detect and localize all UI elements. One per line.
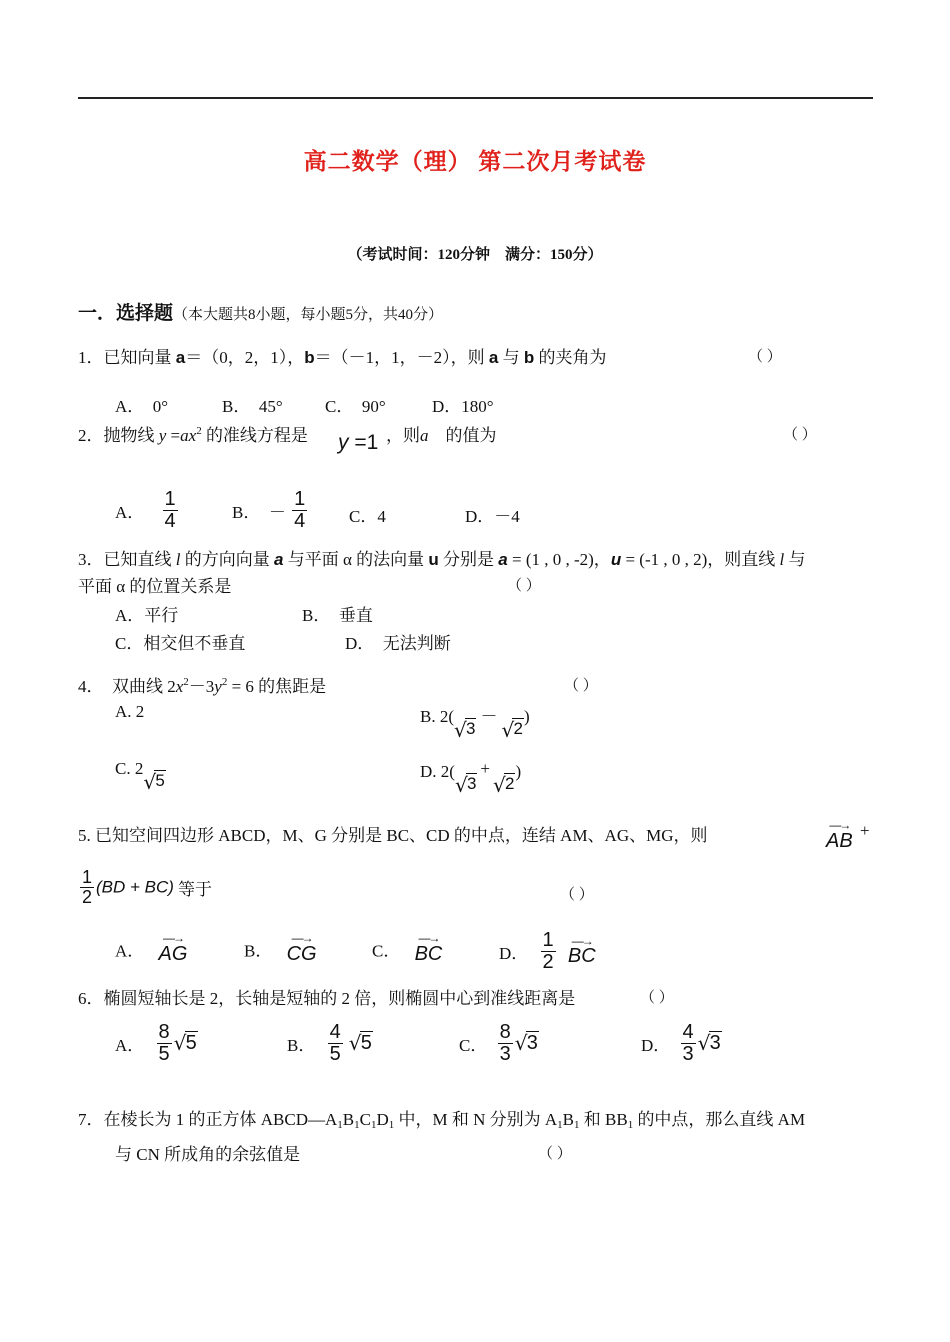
var-l: l xyxy=(175,550,181,569)
var-ax: ax xyxy=(180,426,197,445)
var-y: y xyxy=(338,431,349,454)
q4-option-d xyxy=(420,759,522,793)
option-label: C． xyxy=(372,941,401,961)
q3-text: 3．已知直线 xyxy=(78,550,176,569)
q2-text: 的值为 xyxy=(428,426,497,445)
vector-u: u xyxy=(428,550,439,569)
q7-text: 的中点，那么直线 AM xyxy=(633,1110,806,1129)
q4-text: 4． 双曲线 2 xyxy=(78,677,176,696)
q1-option-b: B． 45° xyxy=(222,397,283,416)
vector: —→ CG xyxy=(286,931,317,965)
q1-text: ＝（－1，1，－2），则 xyxy=(314,348,489,367)
option-label: A． xyxy=(115,503,145,522)
q7-text: 和 BB xyxy=(579,1110,628,1129)
q1-text: 的夹角为 xyxy=(534,348,607,367)
q1-option-c: C． 90° xyxy=(325,397,386,416)
q6-option-c xyxy=(459,1022,539,1065)
q3-option-a: A．平行 xyxy=(115,606,179,625)
vector-a: a xyxy=(488,348,499,367)
option-label: ) xyxy=(515,762,522,781)
q4-option-c xyxy=(115,759,166,790)
fraction: $\frac{1}{4}$ xyxy=(294,488,306,532)
subscript: 1 xyxy=(627,1119,634,1131)
vector: —→ BC xyxy=(414,931,443,965)
q3-option-d: D． 无法判断 xyxy=(345,634,451,653)
q1-answer-paren: （ ） xyxy=(748,349,782,365)
q5-option-b xyxy=(244,931,317,965)
plus-sign: + xyxy=(860,821,870,840)
vector-a: a xyxy=(498,550,508,569)
q3-option-c: C．相交但不垂直 xyxy=(115,634,246,653)
q3-text: 与平面 α 的法向量 xyxy=(283,550,429,569)
question-2 xyxy=(78,421,308,446)
q6-option-b xyxy=(287,1022,373,1065)
var-a: a xyxy=(420,426,429,445)
fraction-half: $\frac{1}{2}$ xyxy=(542,929,554,973)
directrix-value: =1 xyxy=(348,431,379,454)
vector-b: b xyxy=(304,348,315,367)
q2-option-d: D．－4 xyxy=(465,507,520,526)
var-x: x xyxy=(175,677,184,696)
q4-option-b xyxy=(420,702,530,738)
option-label: B. 2( xyxy=(420,707,454,726)
q4-option-a: A. 2 xyxy=(115,702,145,721)
sqrt: √ 5 xyxy=(349,1032,373,1055)
exponent: 2 xyxy=(196,425,202,437)
q7-text: D xyxy=(376,1110,389,1129)
directrix-equation xyxy=(338,431,378,455)
section-note: （本大题共8小题，每小题5分，共40分） xyxy=(173,307,444,323)
q3-answer-paren: （ ） xyxy=(507,578,541,594)
exam-title: 高二数学（理） 第二次月考试卷 xyxy=(303,149,647,174)
q3-text: = (-1 , 0 , 2)，则直线 xyxy=(621,550,780,569)
option-label: B． － xyxy=(232,503,286,522)
q7-text: B xyxy=(562,1110,574,1129)
exponent: 2 xyxy=(221,676,228,688)
q4-text: －3 xyxy=(188,677,215,696)
question-3 xyxy=(78,545,806,570)
q2-text: 2．抛物线 xyxy=(78,426,159,445)
subscript: 1 xyxy=(354,1119,360,1131)
question-4 xyxy=(78,672,326,697)
vector-u: u xyxy=(610,550,622,569)
q6-option-d xyxy=(641,1022,722,1065)
subscript: 1 xyxy=(388,1119,395,1131)
operator: + xyxy=(480,759,491,778)
q1-text: ＝（0，2，1）， xyxy=(185,348,305,367)
section-title: 一．选择题 xyxy=(78,303,174,324)
q1-text: 1．已知向量 xyxy=(78,348,176,367)
q2-text: 的准线方程是 xyxy=(201,426,308,445)
exam-subtitle: （考试时间：120分钟 满分：150分） xyxy=(347,247,603,263)
q1-option-d: D．180° xyxy=(432,397,494,416)
question-5: 5. 已知空间四边形 ABCD，M、G 分别是 BC、CD 的中点，连结 AM、AG、MG，则 xyxy=(78,826,708,845)
question-1 xyxy=(78,343,606,368)
subscript: 1 xyxy=(370,1119,377,1131)
q5-option-d xyxy=(499,930,596,973)
option-label: ) xyxy=(523,707,530,726)
option-label: A． xyxy=(115,941,145,961)
section-heading xyxy=(78,298,443,325)
q3-option-b: B． 垂直 xyxy=(302,606,373,625)
q5-option-c xyxy=(372,931,443,965)
fraction: $\frac{1}{4}$ xyxy=(164,488,176,532)
q7-answer-paren: （ ） xyxy=(538,1146,572,1162)
q2-text: = xyxy=(166,426,181,445)
q2-option-b xyxy=(232,489,309,532)
vector-b: b xyxy=(523,348,535,367)
q3-line-2: 平面 α 的位置关系是 xyxy=(78,577,232,596)
sqrt: √ 2 xyxy=(501,719,523,739)
subscript: 1 xyxy=(574,1119,580,1131)
q5-expression xyxy=(78,868,212,907)
vector: —→ AG xyxy=(158,931,188,965)
q6-option-a xyxy=(115,1022,198,1065)
sqrt: √ 3 xyxy=(455,774,477,794)
var-l: l xyxy=(779,550,785,569)
vector-a: a xyxy=(273,550,284,569)
subscript: 1 xyxy=(337,1119,343,1131)
q7-text: 7．在棱长为 1 的正方体 ABCD—A xyxy=(78,1110,338,1129)
q1-option-a: A． 0° xyxy=(115,397,169,416)
fraction: $\frac{4}{3}$ xyxy=(682,1021,694,1065)
sqrt: √ 3 xyxy=(698,1032,722,1055)
sqrt: √ 5 xyxy=(174,1032,198,1055)
q5-option-a xyxy=(115,931,188,965)
fraction-half: $\frac{1}{2}$ xyxy=(82,867,93,907)
q7-text: C xyxy=(359,1110,371,1129)
option-label: B． xyxy=(244,941,273,961)
fraction: $\frac{8}{5}$ xyxy=(158,1021,170,1065)
option-label: B． xyxy=(287,1036,316,1055)
q2-text: ，则 xyxy=(386,426,420,445)
q3-text: = (1 , 0 , -2)， xyxy=(507,550,611,569)
vector: —→ BC xyxy=(567,933,596,968)
vector-a: a xyxy=(175,348,186,367)
q7-text: 中，M 和 N 分别为 A xyxy=(394,1110,558,1129)
exponent: 2 xyxy=(183,676,189,688)
q7-line-2: 与 CN 所成角的余弦值是 xyxy=(115,1145,301,1164)
fraction: $\frac{4}{5}$ xyxy=(329,1021,341,1065)
q6-answer-paren: （ ） xyxy=(640,990,674,1006)
vector-ab xyxy=(826,818,853,852)
q5-text: 等于 xyxy=(177,879,212,899)
q3-text: 与 xyxy=(784,550,806,569)
option-label: D． xyxy=(641,1036,671,1055)
q2-option-a xyxy=(115,489,180,532)
q2-option-c: C．4 xyxy=(349,507,386,526)
option-label: D． xyxy=(499,944,529,963)
sqrt: √ 3 xyxy=(515,1032,539,1055)
q3-text: 分别是 xyxy=(438,550,499,569)
sqrt: √ 5 xyxy=(143,771,165,791)
sqrt: √ 3 xyxy=(454,719,476,739)
sqrt: √ 2 xyxy=(493,774,515,794)
var-y: y xyxy=(158,426,167,445)
header-rule xyxy=(78,97,873,99)
expression: (BD + BC) xyxy=(96,877,174,897)
var-y: y xyxy=(214,677,222,696)
q2-tail xyxy=(386,421,497,446)
q2-answer-paren: （ ） xyxy=(783,427,817,443)
q4-answer-paren: （ ） xyxy=(564,678,598,694)
q3-text: 的方向向量 xyxy=(180,550,274,569)
fraction: $\frac{8}{3}$ xyxy=(499,1021,511,1065)
q4-text: = 6 的焦距是 xyxy=(227,677,327,696)
option-label: C. 2 xyxy=(115,759,144,778)
vector: —→ AB xyxy=(826,818,853,852)
option-label: A． xyxy=(115,1036,145,1055)
q7-text: B xyxy=(342,1110,355,1129)
option-label: C． xyxy=(459,1036,488,1055)
q1-text: 与 xyxy=(498,348,524,367)
subscript: 1 xyxy=(557,1119,563,1131)
question-6: 6．椭圆短轴长是 2，长轴是短轴的 2 倍，则椭圆中心到准线距离是 xyxy=(78,989,576,1008)
question-7 xyxy=(78,1105,805,1131)
option-label: D. 2( xyxy=(420,762,455,781)
operator: － xyxy=(480,707,498,726)
q5-answer-paren: （ ） xyxy=(560,887,594,903)
